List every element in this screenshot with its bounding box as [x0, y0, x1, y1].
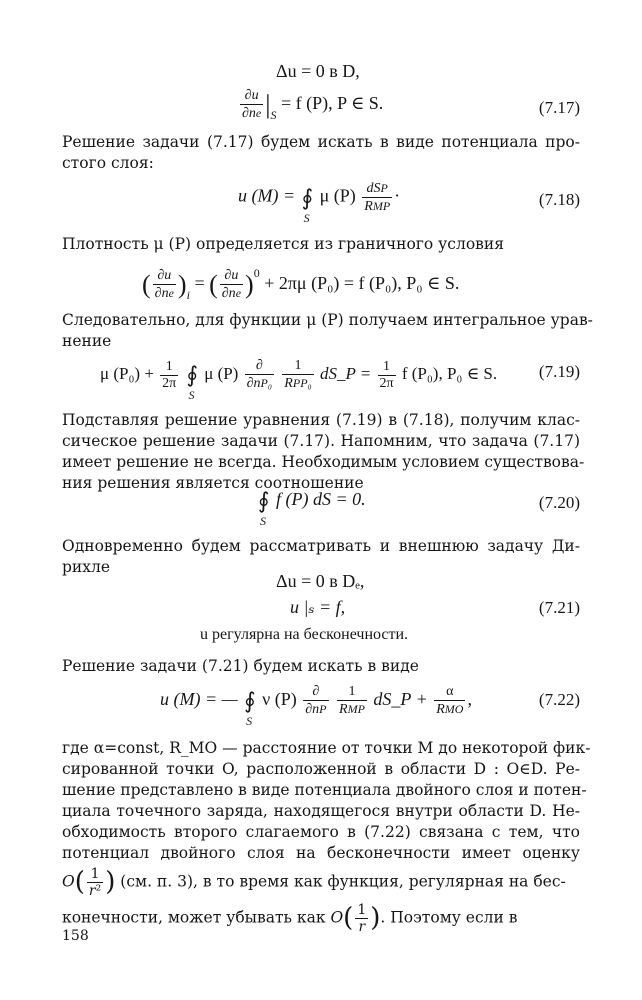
paragraph-6: Решение задачи (7.21) будем искать в виде [62, 657, 419, 675]
paragraph-2: Плотность μ (P) определяется из граничного условия [62, 235, 504, 253]
equation-7-18: u (M) = ∮ S μ (P) $\frac{\text{dSP}}{\text{RMP}}$ · [238, 181, 401, 225]
paragraph-7: где α=const, R_MO — расстояние от точки M до некоторой фик- сированной точки O, расположенной в области D : O∈D. Ре- шение представлено в виде потенциала двойного слоя и потен- циала точечного заряда, находящегося внутри области D. Не- обходимость второго слагаемого в (7.22) связана с тем, что потенциал двойного слоя на бесконечности имеет оценку [62, 739, 591, 862]
equation-7-17: $\frac{\partial u}{\partial ne}$ $|_S = f$ (P), P ∈ S. [242, 88, 384, 123]
equation-number-7-21: (7.21) [538, 598, 580, 617]
paragraph-4: Подставляя решение уравнения (7.19) в (7.18), получим клас- сическое решение задачи (7.17). Напомним, что задача (7.17) имеет решение не всегда. Необходимым условием существова- ния решения является соотношение [62, 411, 585, 492]
equation-laplace: Δu = 0 в D, [276, 61, 360, 81]
equation-7-21-a: Δu = 0 в Dₑ, [276, 571, 365, 591]
paragraph-8: конечности, может убывать как O( $\frac{1}{r}$ ). Поэтому если в [62, 902, 518, 935]
page-number: 158 [62, 928, 89, 944]
equation-number-7-20: (7.20) [538, 493, 580, 512]
equation-7-20: ∮ S f (P) dS = 0. [258, 487, 366, 528]
paragraph-7-tail: O( $\frac{1}{\text{r²}}$ ) (см. п. 3), в то время как функция, регулярная на бес- [62, 866, 566, 899]
equation-number-7-17: (7.17) [538, 98, 580, 117]
equation-boundary-condition: ( $\frac{\partial u}{\partial ne}$ )$_i$ = ( $\frac{\partial u}{\partial ne}$ )$^0$ + 2πμ (P₀) = f (P₀), P₀ ∈ S. [142, 266, 460, 302]
equation-7-21-b: u |ₛ = f, [290, 597, 346, 617]
equation-number-7-19: (7.19) [538, 362, 580, 381]
equation-7-22: u (M) = — ∮ S ν (P) $\frac{\partial}{\partial nP}$ $\frac{1}{\text{RMP}}$ dS_P + $\frac{\alpha}{\text{RMO}}$ , [160, 684, 472, 728]
equation-7-21-c: u регулярна на бесконечности. [200, 626, 409, 643]
paragraph-5: Одновременно будем рассматривать и внешнюю задачу Ди- рихле [62, 537, 580, 576]
equation-number-7-22: (7.22) [538, 690, 580, 709]
equation-number-7-18: (7.18) [538, 190, 580, 209]
paragraph-3: Следовательно, для функции μ (P) получаем интегральное урав- нение [62, 311, 593, 350]
equation-7-19: μ (P₀) + $\frac{1}{2\pi}$ ∮ S μ (P) $\frac{\partial}{\text{∂nP₀}}$ $\frac{1}{\text{RPP₀}}$ dS_P = $\frac{1}{2\pi}$ f (P₀), P₀ ∈ S. [100, 358, 498, 402]
paragraph-1: Решение задачи (7.17) будем искать в виде потенциала про- стого слоя: [62, 133, 580, 172]
